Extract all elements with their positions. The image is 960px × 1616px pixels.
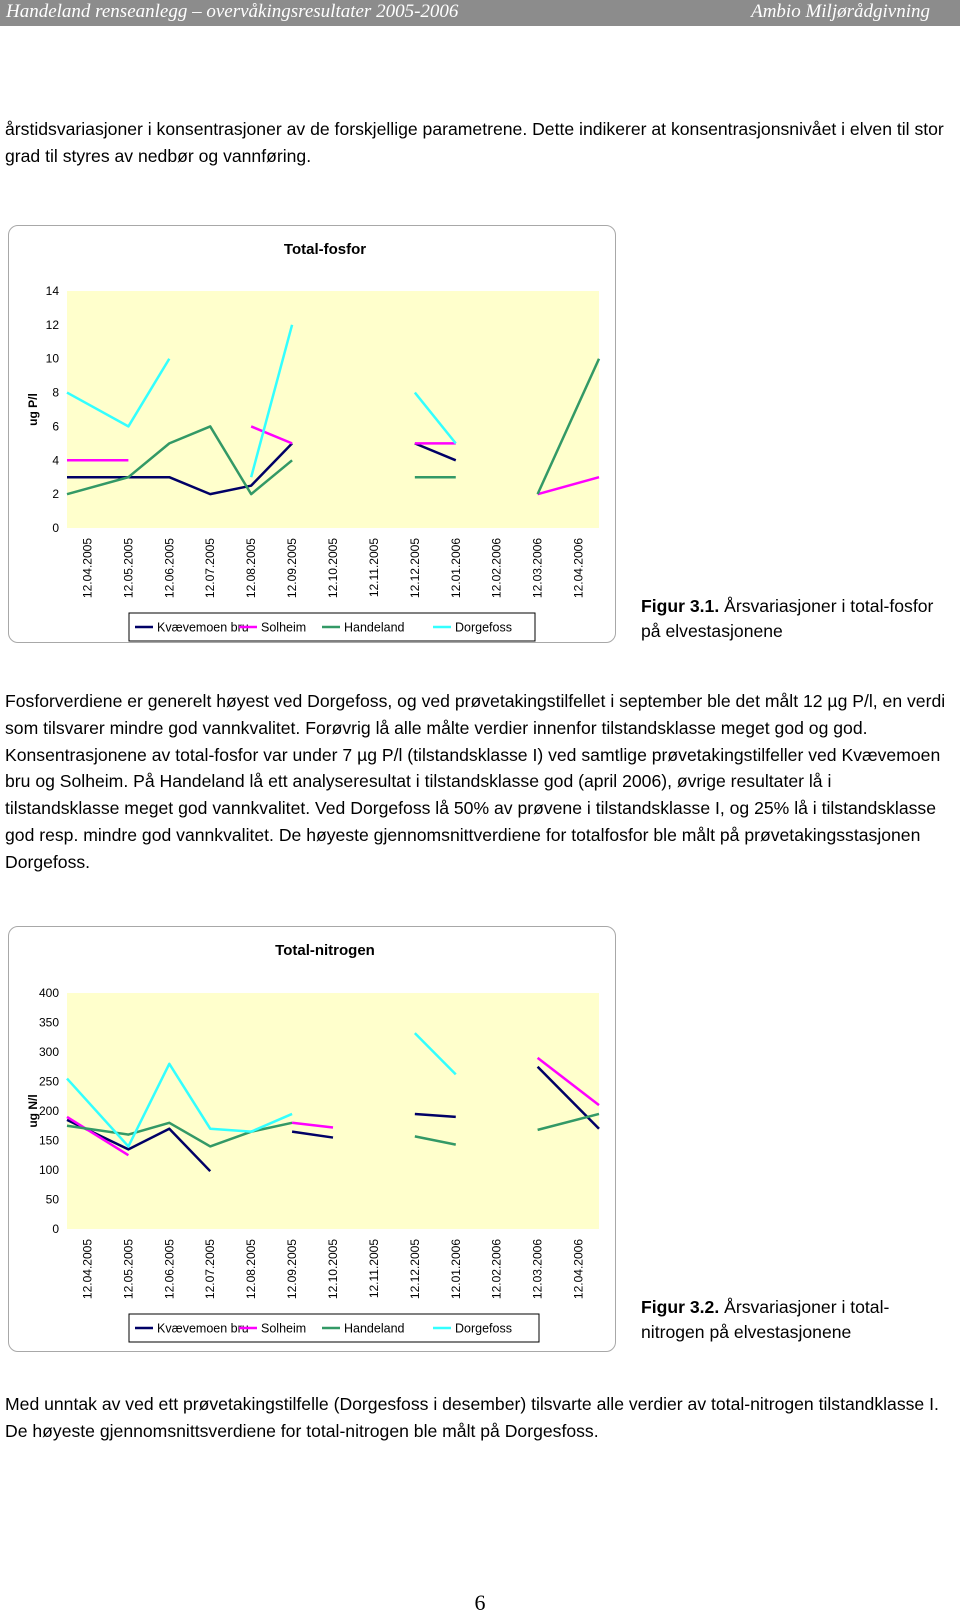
x-tick-label: 12.02.2006 <box>489 538 504 599</box>
y-tick-label: 350 <box>38 1015 59 1030</box>
paragraph-nitrogen: Med unntak av ved ett prøvetakingstilfelle (Dorgesfoss i desember) tilsvarte alle verdier av total-nitrogen tilstandklasse I. De høyeste gjennomsnittsverdiene for total-nitrogen ble målt på Dorgesfoss. <box>5 1394 939 1441</box>
y-tick-label: 10 <box>45 351 59 366</box>
chart-total-nitrogen-svg <box>9 927 615 1351</box>
y-tick-label: 0 <box>52 1222 59 1236</box>
y-axis-label: ug N/l <box>26 1094 40 1128</box>
legend-label: Handeland <box>344 1321 405 1336</box>
legend-label: Solheim <box>261 620 307 635</box>
x-tick-label: 12.10.2005 <box>326 1239 340 1300</box>
legend-label: Kvævemoen bru <box>157 620 249 635</box>
y-tick-label: 14 <box>45 284 59 298</box>
plot-area <box>67 291 599 528</box>
paragraph-fosfor: Fosforverdiene er generelt høyest ved Dorgefoss, og ved prøvetakingstilfellet i september ble det målt 12 µg P/l, en verdi som tilsvarer mindre god vannkvalitet. Forøvrig lå alle målte verdier innenfor tilstandsklasse meget god og god. Konsentrasjonene av total-fosfor var under 7 µg P/l (tilstandsklasse I) ved samtlige prøvetakingstilfeller ved Kvævemoen bru og Solheim. På Handeland lå ett analyseresultat i tilstandsklasse god (april 2006), øvrige resultater lå i tilstandsklasse meget god vannkvalitet. Ved Dorgefoss lå 50% av prøvene i tilstandsklasse I, og 25% lå i tilstandsklasse god resp. mindre god vannkvalitet. De høyeste gjennomsnittverdiene for totalfosfor ble målt på prøvetakingsstasjonen Dorgefoss. <box>5 691 946 872</box>
y-tick-label: 300 <box>38 1045 59 1059</box>
y-axis-label: ug P/l <box>26 393 40 426</box>
x-tick-label: 12.06.2005 <box>162 1239 177 1300</box>
x-tick-label: 12.03.2006 <box>530 538 545 599</box>
legend-label: Dorgefoss <box>455 620 512 635</box>
y-tick-label: 8 <box>52 385 59 400</box>
x-tick-label: 12.03.2006 <box>530 1239 545 1300</box>
y-tick-label: 2 <box>52 487 59 502</box>
x-tick-label: 12.04.2005 <box>80 1239 95 1300</box>
x-tick-label: 12.11.2005 <box>366 538 381 598</box>
y-tick-label: 50 <box>45 1192 59 1207</box>
y-tick-label: 100 <box>38 1163 59 1177</box>
y-tick-label: 250 <box>38 1074 59 1089</box>
chart-title: Total-nitrogen <box>275 942 375 959</box>
y-tick-label: 12 <box>45 317 59 332</box>
figure-caption-1-label: Figur 3.1. <box>641 596 720 616</box>
y-tick-label: 150 <box>38 1133 59 1148</box>
legend-label: Solheim <box>261 1321 307 1336</box>
y-tick-label: 400 <box>38 986 59 1000</box>
figure-caption-1 <box>641 594 941 644</box>
page-header <box>0 0 960 26</box>
header-left-title: Handeland renseanlegg – overvåkingsresultater 2005-2006 <box>6 1 459 22</box>
chart-title: Total-fosfor <box>283 241 367 258</box>
figure-caption-1-text: Årsvariasjoner i total-fosfor på elvestasjonene <box>641 596 934 641</box>
x-tick-label: 12.07.2005 <box>203 538 218 599</box>
x-tick-label: 12.07.2005 <box>203 1239 218 1300</box>
x-tick-label: 12.01.2006 <box>448 1239 463 1300</box>
page-number: 6 <box>474 1590 486 1615</box>
x-tick-label: 12.02.2006 <box>489 1239 504 1300</box>
y-tick-label: 6 <box>52 419 59 434</box>
chart-total-fosfor <box>8 225 616 643</box>
x-tick-label: 12.06.2005 <box>162 538 177 599</box>
x-tick-label: 12.04.2006 <box>571 538 586 599</box>
y-tick-label: 0 <box>52 521 59 535</box>
figure-caption-2-label: Figur 3.2. <box>641 1297 720 1317</box>
x-tick-label: 12.09.2005 <box>285 1239 300 1300</box>
x-tick-label: 12.01.2006 <box>448 538 463 599</box>
chart-total-fosfor-svg <box>9 226 615 642</box>
x-tick-label: 12.05.2005 <box>121 538 136 599</box>
x-tick-label: 12.08.2005 <box>244 1239 259 1300</box>
x-tick-label: 12.04.2006 <box>571 1239 586 1300</box>
figure-caption-2-text: Årsvariasjoner i total-nitrogen på elvestasjonene <box>641 1297 890 1342</box>
y-tick-label: 200 <box>38 1104 59 1118</box>
legend-label: Kvævemoen bru <box>157 1321 249 1336</box>
chart-total-nitrogen <box>8 926 616 1352</box>
x-tick-label: 12.11.2005 <box>366 1239 381 1299</box>
x-tick-label: 12.08.2005 <box>244 538 259 599</box>
x-tick-label: 12.09.2005 <box>285 538 300 599</box>
x-tick-label: 12.12.2005 <box>407 1239 422 1300</box>
legend-label: Dorgefoss <box>455 1321 512 1336</box>
y-tick-label: 4 <box>52 453 59 468</box>
x-tick-label: 12.05.2005 <box>121 1239 136 1300</box>
x-tick-label: 12.12.2005 <box>407 538 422 599</box>
legend-label: Handeland <box>344 620 405 635</box>
intro-paragraph: årstidsvariasjoner i konsentrasjoner av de forskjellige parametrene. Dette indikerer at konsentrasjonsnivået i elven til stor grad til styres av nedbør og vannføring. <box>5 119 944 166</box>
figure-caption-2 <box>641 1295 901 1345</box>
x-tick-label: 12.10.2005 <box>326 538 340 599</box>
x-tick-label: 12.04.2005 <box>80 538 95 599</box>
header-right-title: Ambio Miljørådgivning <box>751 1 930 22</box>
